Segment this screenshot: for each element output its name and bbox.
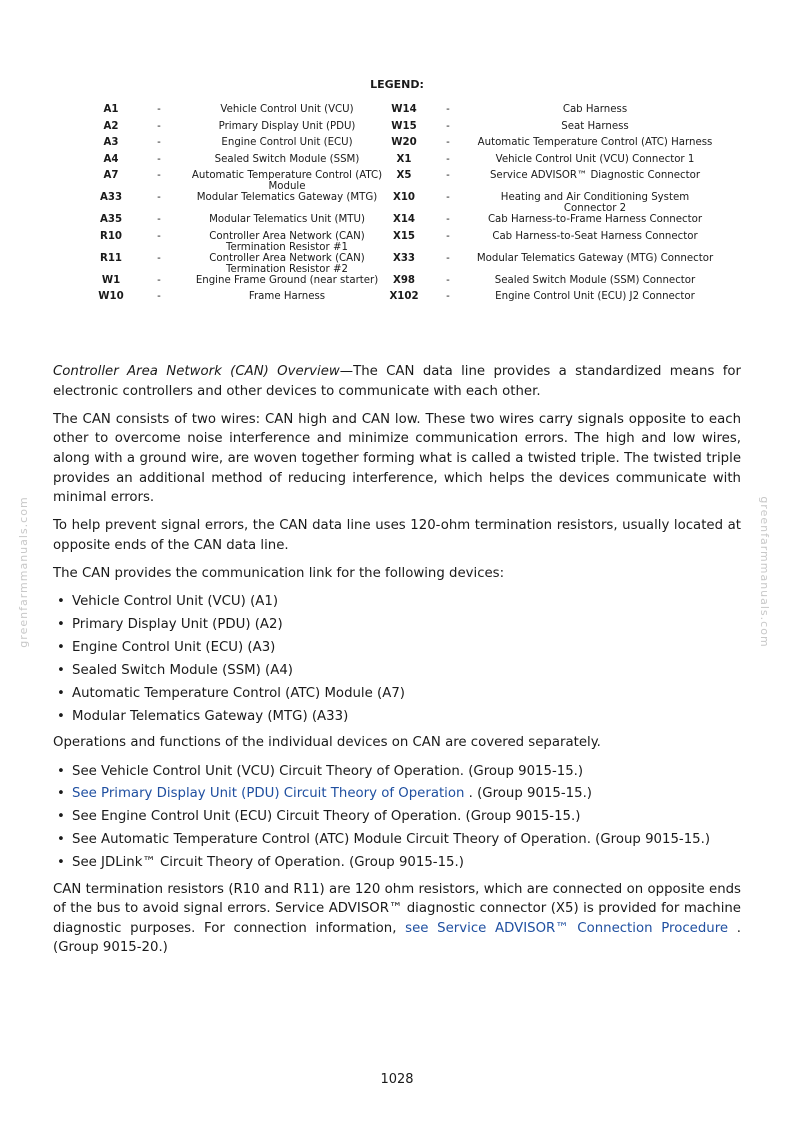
legend-code: X102 <box>389 291 419 302</box>
bullet-icon: • <box>57 662 65 678</box>
legend-description: Automatic Temperature Control (ATC) Module <box>191 170 383 192</box>
legend-code: R11 <box>99 252 123 264</box>
legend-code: X5 <box>396 170 412 181</box>
pdu-theory-link[interactable]: See Primary Display Unit (PDU) Circuit Theory of Operation <box>72 786 465 802</box>
legend-dash: - <box>446 230 450 242</box>
final-group: . (Group 9015-20.) <box>53 920 741 956</box>
reference-pdu-group: . (Group 9015-15.) <box>464 786 592 802</box>
legend-dash: - <box>157 170 161 181</box>
legend-description: Engine Control Unit (ECU) <box>221 137 353 148</box>
devices-intro: The CAN provides the communication link for the following devices: <box>53 566 505 582</box>
overview-paragraph <box>53 362 741 401</box>
legend-dash: - <box>446 170 450 181</box>
legend-row <box>92 192 716 214</box>
device-item <box>53 707 741 727</box>
device-label: Primary Display Unit (PDU) (A2) <box>72 617 283 633</box>
legend-dash: - <box>446 214 450 225</box>
legend-description: Primary Display Unit (PDU) <box>218 120 356 132</box>
device-label: Vehicle Control Unit (VCU) (A1) <box>72 594 279 610</box>
wires-paragraph: The CAN consists of two wires: CAN high and CAN low. These two wires carry signals opposite to each other to overcome noise interference and minimize communication errors. The high and low wires, along with a ground wire, are woven together forming what is called a twisted triple. The twisted triple provides an additional method of reducing interference, which helps the devices communicate with minimal errors. <box>53 411 741 506</box>
legend-description: Heating and Air Conditioning System Connector 2 <box>500 192 690 214</box>
legend-dash: - <box>157 153 161 165</box>
legend-description: Controller Area Network (CAN) Termination Resistor #1 <box>209 230 365 253</box>
legend-description: Seat Harness <box>561 120 629 132</box>
reference-item <box>53 830 741 850</box>
bullet-icon: • <box>57 832 65 848</box>
legend-code: X10 <box>392 192 416 203</box>
legend-row <box>92 253 716 275</box>
legend-dash: - <box>157 192 161 203</box>
legend-dash: - <box>446 252 450 264</box>
legend-table <box>92 104 716 308</box>
legend-dash: - <box>446 291 450 302</box>
legend-code: A35 <box>99 214 123 225</box>
device-item <box>53 661 741 681</box>
legend-dash: - <box>157 214 161 225</box>
legend-body <box>92 104 716 308</box>
legend-code: A4 <box>103 153 119 165</box>
legend-description: Vehicle Control Unit (VCU) Connector 1 <box>495 153 695 165</box>
device-item <box>53 684 741 704</box>
legend-code: W10 <box>98 291 124 302</box>
legend-description: Cab Harness-to-Frame Harness Connector <box>487 214 703 225</box>
legend-description: Cab Harness-to-Seat Harness Connector <box>492 230 698 242</box>
reference-jdlink: See JDLink™ Circuit Theory of Operation. (Group 9015-15.) <box>72 855 464 871</box>
legend-dash: - <box>157 291 161 302</box>
reference-item <box>53 784 741 804</box>
watermark-left: greenfarmmanuals.com <box>17 496 30 648</box>
legend-row <box>92 231 716 253</box>
legend-description: Vehicle Control Unit (VCU) <box>220 104 354 115</box>
legend-code: W1 <box>101 274 121 286</box>
legend-code: A7 <box>103 170 119 181</box>
watermark-right: greenfarmmanuals.com <box>758 496 771 648</box>
reference-item <box>53 807 741 827</box>
legend-code: X15 <box>392 230 416 242</box>
bullet-icon: • <box>57 594 65 610</box>
legend-description: Engine Control Unit (ECU) J2 Connector <box>495 291 695 302</box>
legend-code: R10 <box>99 230 123 242</box>
bullet-icon: • <box>57 708 65 724</box>
legend-dash: - <box>157 274 161 286</box>
legend-code: X1 <box>396 153 412 165</box>
legend-code: W20 <box>391 137 417 148</box>
reference-item <box>53 853 741 873</box>
device-label: Sealed Switch Module (SSM) (A4) <box>72 662 293 678</box>
legend-row <box>92 154 716 171</box>
bullet-icon: • <box>57 786 65 802</box>
legend-dash: - <box>446 104 450 115</box>
bullet-icon: • <box>57 855 65 871</box>
page-number: 1028 <box>380 1072 414 1087</box>
device-list <box>53 592 741 726</box>
legend-description: Cab Harness <box>562 104 628 115</box>
legend-title: LEGEND: <box>370 78 424 91</box>
legend-code: W15 <box>391 120 417 132</box>
legend-description: Modular Telematics Gateway (MTG) <box>196 192 378 203</box>
legend-row <box>92 275 716 292</box>
device-label: Modular Telematics Gateway (MTG) (A33) <box>72 708 349 724</box>
legend-row <box>92 137 716 154</box>
legend-row <box>92 170 716 192</box>
legend-row <box>92 104 716 121</box>
legend-dash: - <box>157 104 161 115</box>
legend-dash: - <box>157 137 161 148</box>
legend-dash: - <box>446 153 450 165</box>
legend-code: A3 <box>103 137 119 148</box>
reference-item <box>53 762 741 782</box>
legend-code: A1 <box>103 104 119 115</box>
legend-row <box>92 291 716 308</box>
legend-dash: - <box>446 192 450 203</box>
overview-heading: Controller Area Network (CAN) Overview— <box>53 364 354 379</box>
bullet-icon: • <box>57 617 65 633</box>
legend-code: W14 <box>391 104 417 115</box>
legend-description: Sealed Switch Module (SSM) Connector <box>494 274 696 286</box>
legend-dash: - <box>157 120 161 132</box>
legend-description: Modular Telematics Unit (MTU) <box>209 214 365 225</box>
legend-dash: - <box>157 252 161 264</box>
operations-paragraph: Operations and functions of the individual devices on CAN are covered separately. <box>53 735 601 751</box>
legend-dash: - <box>446 120 450 132</box>
legend-code: A2 <box>103 120 119 132</box>
bullet-icon: • <box>57 763 65 779</box>
legend-description: Service ADVISOR™ Diagnostic Connector <box>489 170 701 181</box>
device-item <box>53 638 741 658</box>
device-label: Automatic Temperature Control (ATC) Module (A7) <box>72 685 405 701</box>
device-item <box>53 592 741 612</box>
legend-code: X98 <box>392 274 416 286</box>
resistors-paragraph: To help prevent signal errors, the CAN data line uses 120-ohm termination resistors, usually located at opposite ends of the CAN data line. <box>53 518 741 553</box>
legend-description: Frame Harness <box>248 291 326 302</box>
bullet-icon: • <box>57 809 65 825</box>
reference-ecu: See Engine Control Unit (ECU) Circuit Theory of Operation. (Group 9015-15.) <box>72 809 581 825</box>
final-paragraph <box>53 880 741 958</box>
legend-description: Automatic Temperature Control (ATC) Harness <box>477 137 713 148</box>
legend-code: X14 <box>392 214 416 225</box>
legend-description: Sealed Switch Module (SSM) <box>214 153 360 165</box>
legend-row <box>92 121 716 138</box>
device-item <box>53 615 741 635</box>
legend-dash: - <box>446 274 450 286</box>
legend-row <box>92 214 716 231</box>
legend-dash: - <box>446 137 450 148</box>
bullet-icon: • <box>57 640 65 656</box>
legend-description: Engine Frame Ground (near starter) <box>195 274 379 286</box>
overview-text: The CAN data line provides a standardized means for electronic controllers and other devices to communicate with each other. <box>53 364 741 399</box>
reference-list <box>53 762 741 873</box>
bullet-icon: • <box>57 685 65 701</box>
legend-code: X33 <box>392 252 416 264</box>
device-label: Engine Control Unit (ECU) (A3) <box>72 640 276 656</box>
document-body <box>53 362 741 967</box>
final-text: CAN termination resistors (R10 and R11) are 120 ohm resistors, which are connected on opposite ends of the bus to avoid signal errors. Service ADVISOR™ diagnostic connector (X5) is provided for machine diagnostic purposes. For connection information, <box>53 881 741 936</box>
legend-dash: - <box>157 230 161 242</box>
legend-description: Modular Telematics Gateway (MTG) Connector <box>476 252 714 264</box>
service-advisor-connection-link[interactable]: see Service ADVISOR™ Connection Procedure <box>405 920 729 936</box>
legend-code: A33 <box>99 192 123 203</box>
reference-atc: See Automatic Temperature Control (ATC) Module Circuit Theory of Operation. (Group 9015-15.) <box>72 832 711 848</box>
legend-description: Controller Area Network (CAN) Termination Resistor #2 <box>209 252 365 275</box>
reference-vcu: See Vehicle Control Unit (VCU) Circuit Theory of Operation. (Group 9015-15.) <box>72 763 584 779</box>
